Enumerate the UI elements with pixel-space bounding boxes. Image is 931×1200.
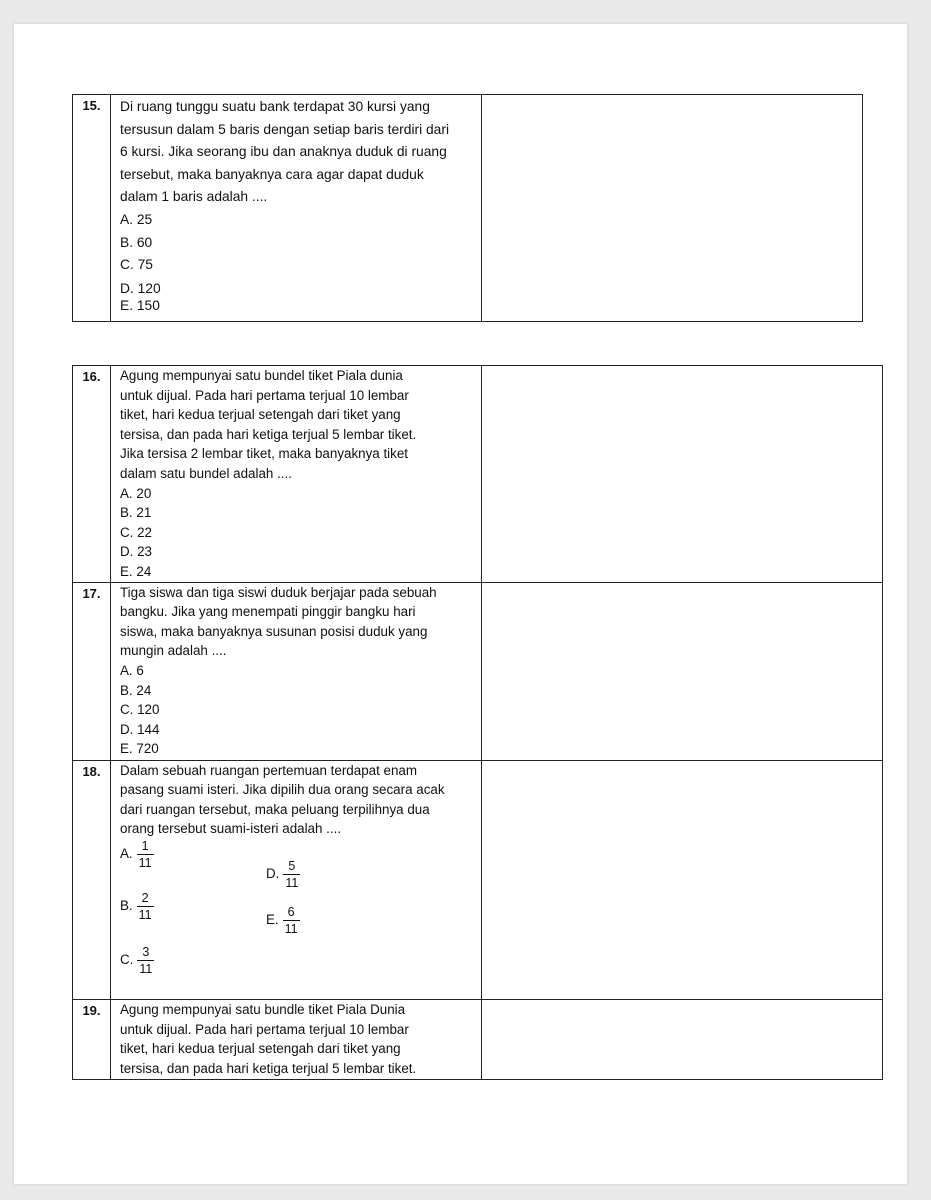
question-15-table	[72, 94, 863, 322]
question-line: tiket, hari kedua terjual setengah dari tiket yang	[120, 1041, 401, 1057]
fraction	[137, 839, 154, 870]
option-e: E. 24	[120, 563, 152, 579]
question-number: 15.	[73, 95, 111, 322]
option-b: B. 60	[120, 234, 153, 250]
question-18-body	[111, 760, 482, 999]
question-line: dalam satu bundel adalah ....	[120, 465, 292, 481]
option-e: E. 150	[120, 297, 160, 313]
question-line: tersisa, dan pada hari ketiga terjual 5 lembar tiket.	[120, 426, 417, 442]
option-label: D.	[266, 865, 280, 881]
option-d	[266, 859, 300, 890]
option-a	[120, 839, 154, 870]
question-19-body	[111, 999, 482, 1079]
question-line: orang tersebut suami-isteri adalah ....	[120, 821, 342, 837]
question-line: tersusun dalam 5 baris dengan setiap baris terdiri dari	[120, 121, 450, 137]
question-line: mungin adalah ....	[120, 643, 227, 659]
question-line: dari ruangan tersebut, maka peluang terpilihnya dua	[120, 801, 430, 817]
question-number: 16.	[73, 366, 111, 583]
question-16-19-table	[72, 365, 883, 1080]
fraction	[283, 905, 300, 936]
option-a: A. 6	[120, 662, 144, 678]
answer-cell	[482, 366, 883, 583]
answer-cell	[482, 95, 863, 322]
question-number: 18.	[73, 760, 111, 999]
numerator: 2	[137, 891, 154, 907]
option-b: B. 21	[120, 505, 152, 521]
denominator: 11	[138, 907, 152, 922]
question-line: Tiga siswa dan tiga siswi duduk berjajar pada sebuah	[120, 584, 437, 600]
question-number: 19.	[73, 999, 111, 1079]
option-c: C. 22	[120, 524, 153, 540]
option-b: B. 24	[120, 682, 152, 698]
answer-cell	[482, 999, 883, 1079]
question-line: Di ruang tunggu suatu bank terdapat 30 kursi yang	[120, 99, 430, 114]
fraction	[137, 945, 154, 976]
question-line: Jika tersisa 2 lembar tiket, maka banyaknya tiket	[120, 446, 409, 462]
option-label: C.	[120, 951, 134, 967]
question-line: untuk dijual. Pada hari pertama terjual 10 lembar	[120, 1021, 409, 1037]
question-line: tiket, hari kedua terjual setengah dari tiket yang	[120, 407, 401, 423]
question-16-body	[111, 366, 482, 583]
question-line: bangku. Jika yang menempati pinggir bangku hari	[120, 604, 416, 620]
option-d: D. 23	[120, 544, 153, 560]
question-line: Agung mempunyai satu bundle tiket Piala Dunia	[120, 1001, 406, 1017]
question-line: untuk dijual. Pada hari pertama terjual 10 lembar	[120, 387, 409, 403]
denominator: 11	[284, 921, 298, 936]
question-line: siswa, maka banyaknya susunan posisi duduk yang	[120, 623, 428, 639]
denominator: 11	[139, 961, 153, 976]
document-page	[14, 24, 907, 1184]
question-line: tersebut, maka banyaknya cara agar dapat duduk	[120, 166, 424, 182]
option-d: D. 120	[120, 280, 161, 296]
option-e	[266, 905, 300, 936]
question-17-body	[111, 582, 482, 760]
numerator: 6	[283, 905, 300, 921]
numerator: 1	[137, 839, 154, 855]
option-label: E.	[266, 911, 279, 927]
question-line: Dalam sebuah ruangan pertemuan terdapat enam	[120, 762, 418, 778]
option-label: B.	[120, 897, 133, 913]
denominator: 11	[138, 855, 152, 870]
numerator: 5	[283, 859, 300, 875]
option-b	[120, 891, 154, 922]
question-line: pasang suami isteri. Jika dipilih dua orang secara acak	[120, 782, 445, 798]
question-line: 6 kursi. Jika seorang ibu dan anaknya duduk di ruang	[120, 144, 447, 160]
option-c: C. 120	[120, 702, 160, 718]
question-number: 17.	[73, 582, 111, 760]
question-line: tersisa, dan pada hari ketiga terjual 5 lembar tiket.	[120, 1060, 417, 1076]
fraction-options	[120, 839, 477, 999]
option-label: A.	[120, 845, 133, 861]
option-a: A. 25	[120, 211, 153, 227]
numerator: 3	[137, 945, 154, 961]
denominator: 11	[285, 875, 299, 890]
question-15-body	[111, 95, 482, 322]
question-line: Agung mempunyai satu bundel tiket Piala dunia	[120, 368, 403, 383]
fraction	[283, 859, 300, 890]
question-line: dalam 1 baris adalah ....	[120, 189, 268, 205]
option-c: C. 75	[120, 257, 153, 273]
answer-cell	[482, 760, 883, 999]
option-a: A. 20	[120, 485, 152, 501]
fraction	[137, 891, 154, 922]
answer-cell	[482, 582, 883, 760]
option-c	[120, 945, 154, 976]
option-d: D. 144	[120, 721, 160, 737]
option-e: E. 720	[120, 741, 159, 757]
